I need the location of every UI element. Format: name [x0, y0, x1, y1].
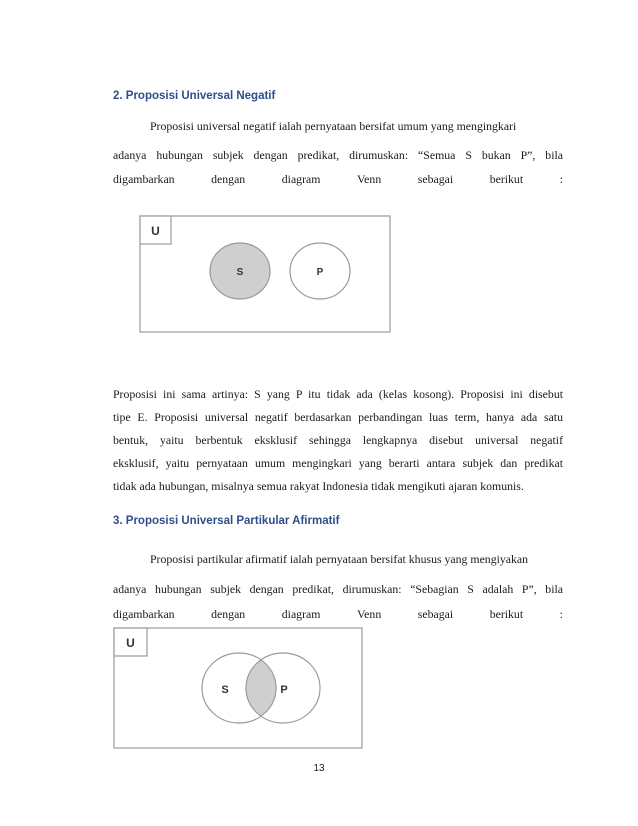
word: digambarkan [113, 172, 175, 186]
paragraph-line: Proposisi ini sama artinya: S yang P itu tidak ada (kelas kosong). Proposisi ini disebut [113, 387, 563, 401]
section-2-line2: adanya hubungan subjek dengan predikat, dirumuskan: “Semua S bukan P”, bila [113, 148, 563, 162]
circle-s-label: S [221, 684, 229, 696]
venn-svg [113, 627, 363, 749]
paragraph-line: eksklusif, yaitu pernyataan umum mengingkari yang berarti antara subjek dan predikat [113, 456, 563, 470]
section-2-line3 [113, 172, 563, 187]
word: diagram [281, 172, 321, 186]
word: dengan [211, 172, 246, 186]
venn-diagram-partial [113, 627, 363, 749]
word: berikut [489, 607, 524, 621]
word: Venn [356, 607, 382, 621]
word: Venn [356, 172, 382, 186]
word: sebagai [417, 172, 454, 186]
word: diagram [281, 607, 321, 621]
section-3-heading: 3. Proposisi Universal Partikular Afirmatif [113, 515, 340, 527]
venn-diagram-negative [139, 215, 391, 333]
section-2-paragraph [113, 383, 563, 498]
word: dengan [211, 607, 246, 621]
word: berikut [489, 172, 524, 186]
word: : [559, 607, 563, 621]
section-2-intro: Proposisi universal negatif ialah pernyataan bersifat umum yang mengingkari [150, 119, 517, 133]
paragraph-line: tipe E. Proposisi universal negatif berdasarkan perbandingan luas term, hanya ada satu [113, 410, 563, 424]
section-3-line3 [113, 607, 563, 622]
word: : [559, 172, 563, 186]
section-3-line2: adanya hubungan subjek dengan predikat, dirumuskan: “Sebagian S adalah P”, bila [113, 582, 563, 596]
circle-p-label: P [316, 267, 324, 278]
circle-s-label: S [236, 267, 244, 278]
section-2-heading: 2. Proposisi Universal Negatif [113, 90, 276, 102]
universe-label: U [126, 636, 135, 650]
section-3-intro: Proposisi partikular afirmatif ialah pernyataan bersifat khusus yang mengiyakan [150, 552, 529, 566]
universe-label: U [151, 224, 160, 238]
word: sebagai [417, 607, 454, 621]
paragraph-line: tidak ada hubungan, misalnya semua rakyat Indonesia tidak mengikuti ajaran komunis. [113, 479, 524, 493]
word: digambarkan [113, 607, 175, 621]
circle-p-label: P [280, 684, 288, 696]
paragraph-line: bentuk, yaitu berbentuk eksklusif sehingga lengkapnya disebut universal negatif [113, 433, 563, 447]
universe-box [114, 628, 362, 748]
page-number: 13 [313, 763, 325, 774]
venn-svg [139, 215, 391, 333]
